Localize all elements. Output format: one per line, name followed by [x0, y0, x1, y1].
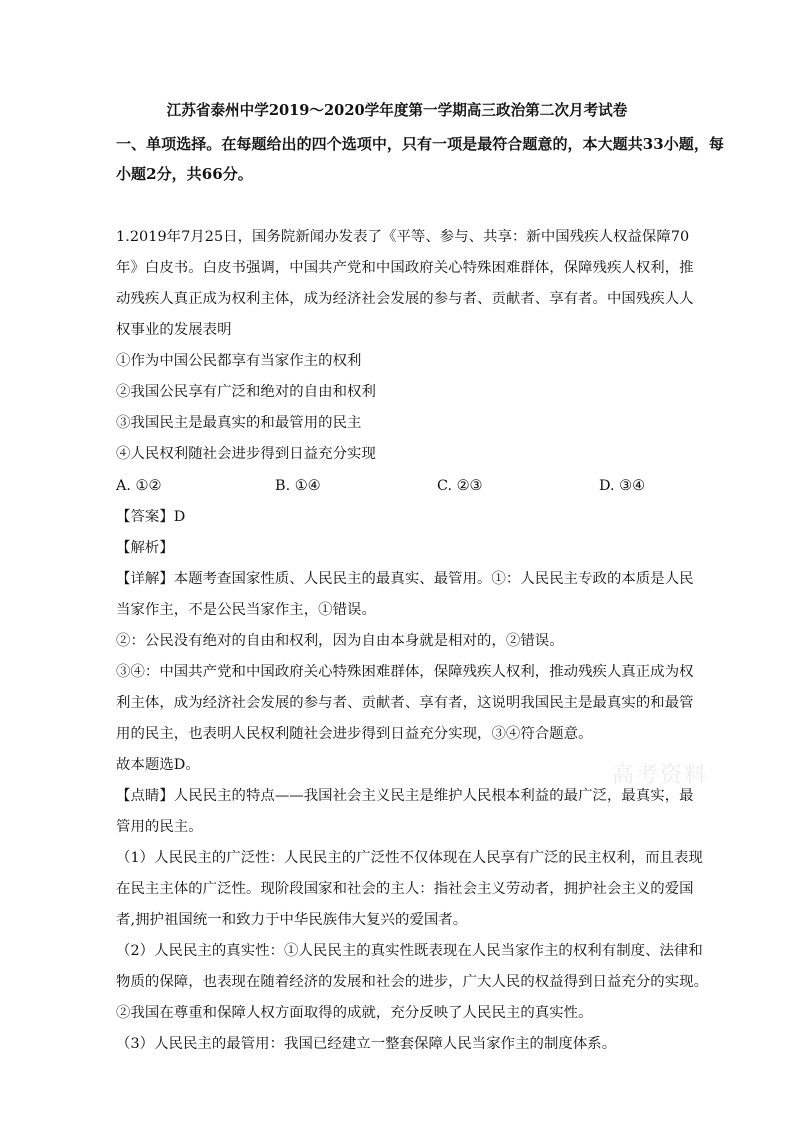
- answer: 【答案】D: [116, 509, 186, 525]
- tips-line: ②我国在尊重和保障人权方面取得的成就，充分反映了人民民主的真实性。: [116, 1005, 593, 1021]
- statement-3: ③我国民主是最真实的和最管用的民主: [116, 415, 362, 431]
- question-stem-line: 1.2019年7月25日，国务院新闻办发表了《平等、参与、共享：新中国残疾人权益保障70: [116, 229, 690, 245]
- question-stem-line: 权事业的发展表明: [116, 322, 232, 338]
- detail-line: 【详解】本题考查国家性质、人民民主的最真实、最管用。①：人民民主专政的本质是人民: [116, 571, 694, 587]
- detail-line: 当家作主，不是公民当家作主，①错误。: [116, 602, 376, 618]
- watermark: 高考资料: [612, 763, 709, 788]
- detail-conclusion: 故本题选D。: [116, 757, 200, 773]
- tips-line: （1）人民民主的广泛性：人民民主的广泛性不仅体现在人民享有广泛的民主权利，而且表现: [116, 850, 703, 866]
- exam-title: 江苏省泰州中学2019～2020学年度第一学期高三政治第二次月考试卷: [166, 102, 628, 119]
- tips-line: 物质的保障，也表现在随着经济的发展和社会的进步，广大人民的权益得到日益充分的实现。: [116, 974, 709, 990]
- detail-line: 利主体，成为经济社会发展的参与者、贡献者、享有者，这说明我国民主是最真实的和最管: [116, 695, 694, 711]
- statement-1: ①作为中国公民都享有当家作主的权利: [116, 353, 362, 369]
- section-heading-line-2: 小题2分，共66分。: [116, 165, 253, 183]
- option-d: D. ③④: [599, 478, 645, 494]
- tips-line: （2）人民民主的真实性：①人民民主的真实性既表现在人民当家作主的权利有制度、法律和: [116, 943, 703, 959]
- analysis-label: 【解析】: [116, 540, 174, 556]
- option-c: C. ②③: [437, 478, 483, 494]
- detail-line: 用的民主，也表明人民权利随社会进步得到日益充分实现，③④符合题意。: [116, 726, 593, 742]
- tips-line: 管用的民主。: [116, 819, 203, 835]
- question-stem-line: 动残疾人真正成为权利主体，成为经济社会发展的参与者、贡献者、享有者。中国残疾人人: [116, 291, 694, 307]
- tips-line: （3）人民民主的最管用：我国已经建立一整套保障人民当家作主的制度体系。: [116, 1036, 617, 1052]
- section-heading-line-1: 一、单项选择。在每题给出的四个选项中，只有一项是最符合题意的，本大题共33小题，每: [116, 135, 724, 153]
- tips-line: 在民主主体的广泛性。现阶段国家和社会的主人：指社会主义劳动者，拥护社会主义的爱国: [116, 881, 694, 897]
- option-a: A. ①②: [116, 478, 162, 494]
- statement-4: ④人民权利随社会进步得到日益充分实现: [116, 446, 376, 462]
- statement-2: ②我国公民享有广泛和绝对的自由和权利: [116, 384, 376, 400]
- option-b: B. ①④: [275, 478, 321, 494]
- question-stem-line: 年》白皮书。白皮书强调，中国共产党和中国政府关心特殊困难群体，保障残疾人权利，推: [116, 260, 694, 276]
- detail-line: ③④：中国共产党和中国政府关心特殊困难群体，保障残疾人权利，推动残疾人真正成为权: [116, 664, 694, 680]
- tips-line: 者,拥护祖国统一和致力于中华民族伟大复兴的爱国者。: [116, 912, 468, 928]
- detail-line: ②：公民没有绝对的自由和权利，因为自由本身就是相对的，②错误。: [116, 633, 564, 649]
- tips-line: 【点睛】人民民主的特点——我国社会主义民主是维护人民根本利益的最广泛，最真实，最: [116, 788, 694, 804]
